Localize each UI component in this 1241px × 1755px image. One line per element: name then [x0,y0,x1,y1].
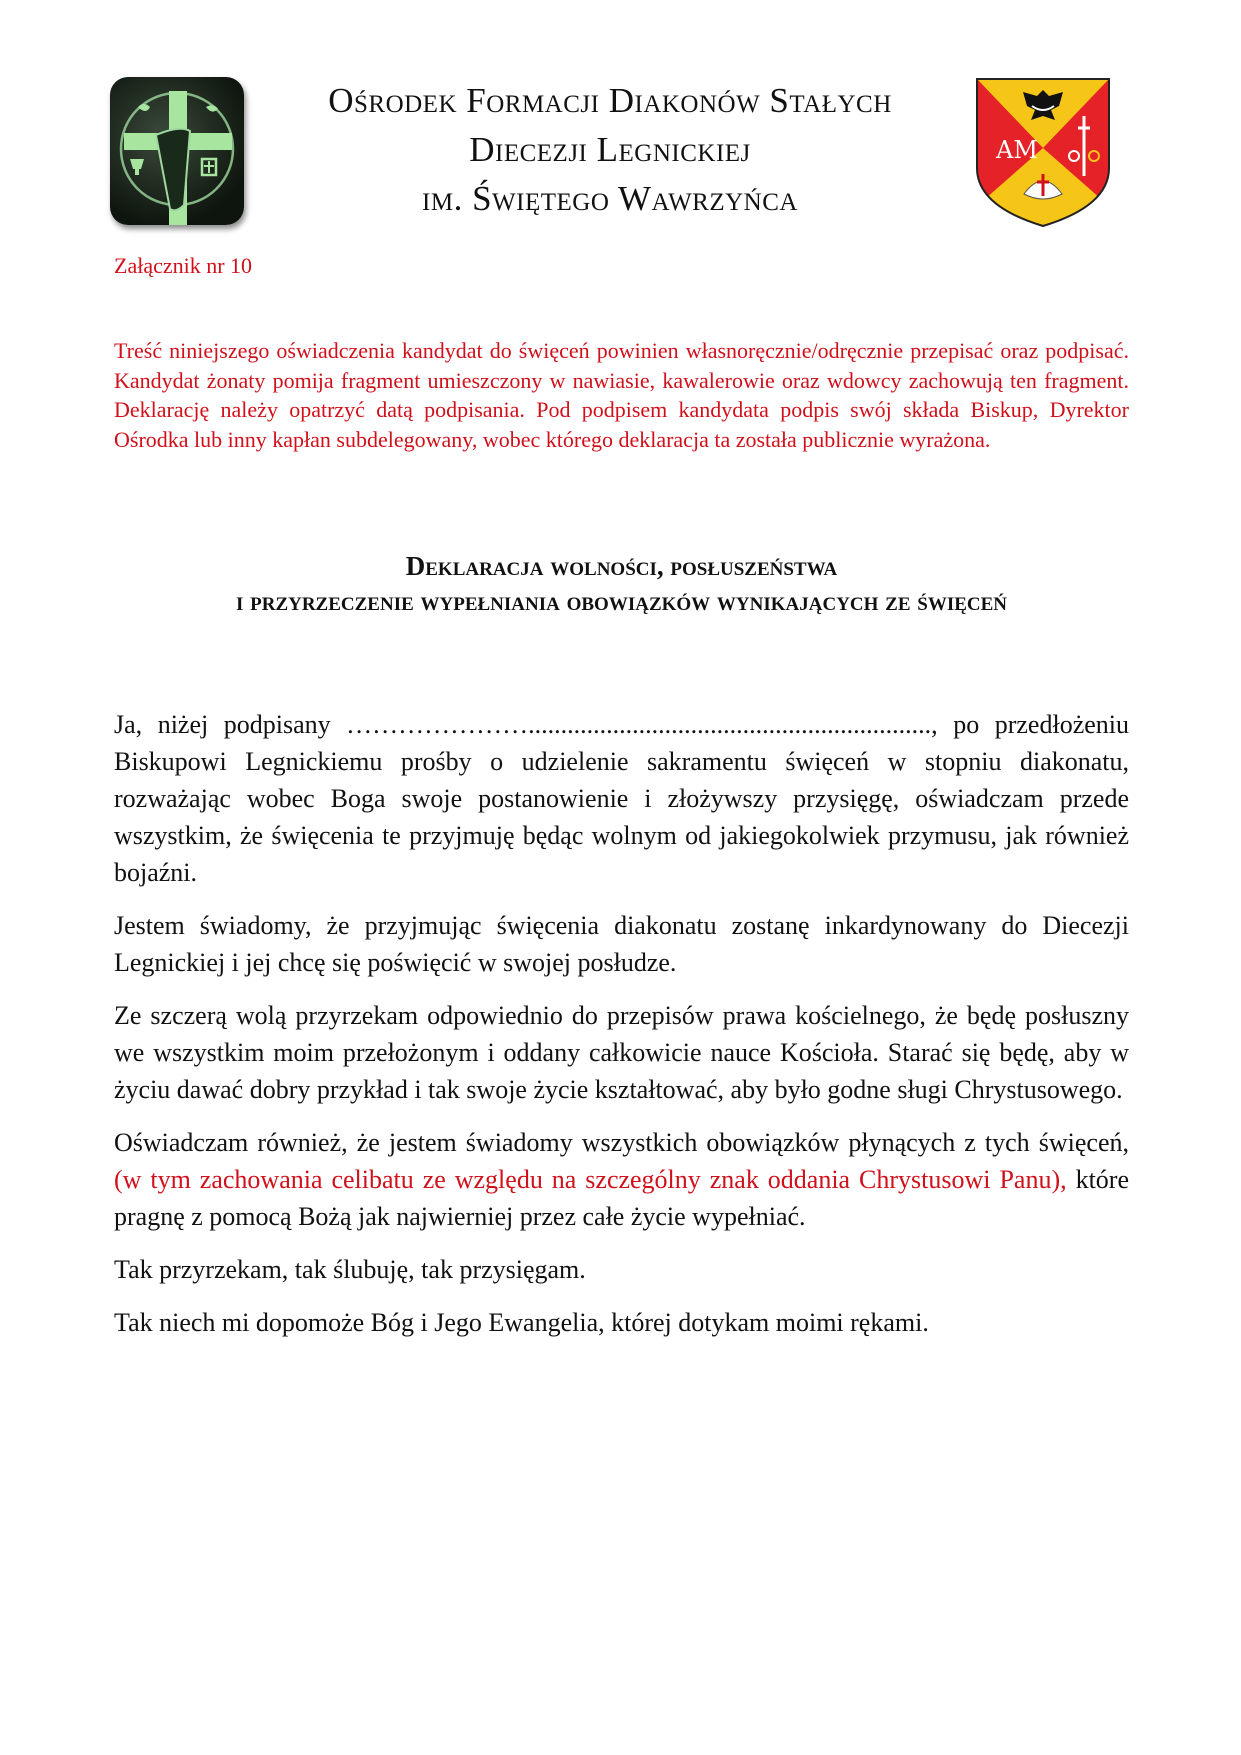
paragraph-6: Tak niech mi dopomoże Bóg i Jego Ewangelia, której dotykam moimi rękami. [114,1308,929,1337]
paragraph-4 [114,1124,1129,1235]
declaration-title [114,549,1129,619]
attachment-label: Załącznik nr 10 [114,253,253,278]
title-line-3: im. Świętego Wawrzyńca [422,179,798,218]
institution-title [270,76,950,223]
paragraph-1 [114,706,1129,891]
paragraph-3: Ze szczerą wolą przyrzekam odpowiednio do przepisów prawa kościelnego, że będę posłuszny we wszystkim moim przełożonym i oddany całkowicie nauce Kościoła. Starać się będę, aby w życiu dawać dobry przykład i tak swoje życie kształtować, aby było godne sługi Chrystusowego. [114,1001,1129,1104]
paragraph-4-end: które pragnę z pomocą Bożą jak najwierniej przez całe życie wypełniać. [114,1165,1130,1231]
instructions-paragraph: Treść niniejszego oświadczenia kandydat do święceń powinien własnoręcznie/odręcznie przepisać oraz podpisać. Kandydat żonaty pomija fragment umieszczony w nawiasie, kawalerowie oraz wdowcy zachowują ten fragment. Deklarację należy opatrzyć datą podpisania. Pod podpisem kandydata podpis swój składa Biskup, Dyrektor Ośrodka lub inny kapłan subdelegowany, wobec którego deklaracja ta została publicznie wyrażona. [114,338,1129,452]
paragraph-4-start: Oświadczam również, że jestem świadomy wszystkich obowiązków płynących z tych święceń, [114,1128,1129,1157]
paragraph-1-end: , po przedłożeniu Biskupowi Legnickiemu prośby o udzielenie sakramentu święceń w stopniu diakonatu, rozważając wobec Boga swoje postanowienie i złożywszy przysięgę, oświadczam przede wszystkim, że święcenia te przyjmuję będąc wolnym od jakiegokolwiek przymusu, jak również bojaźni. [114,710,1129,887]
paragraph-5: Tak przyrzekam, tak ślubuję, tak przysięgam. [114,1255,586,1284]
paragraph-1-start: Ja, niżej podpisany [114,710,347,739]
diocese-coat-of-arms-icon [974,76,1112,228]
celibacy-fragment: (w tym zachowania celibatu ze względu na szczególny znak oddania Chrystusowi Panu), [114,1165,1067,1194]
declaration-title-line-1: Deklaracja wolności, posłuszeństwa [405,551,838,581]
declaration-title-line-2: i przyrzeczenie wypełniania obowiązków wynikających ze święceń [235,586,1008,616]
title-line-2: Diecezji Legnickiej [469,130,751,169]
paragraph-2: Jestem świadomy, że przyjmując święcenia diakonatu zostanę inkardynowany do Diecezji Legnickiej i jej chcę się poświęcić w swojej posłudze. [114,911,1129,977]
diaconate-cross-emblem-icon [110,77,244,225]
svg-text:AM: AM [996,136,1038,164]
title-line-1: Ośrodek Formacji Diakonów Stałych [328,81,892,120]
name-blank-field[interactable]: ………………….............................................................. [346,710,932,739]
declaration-body [114,706,1129,1357]
